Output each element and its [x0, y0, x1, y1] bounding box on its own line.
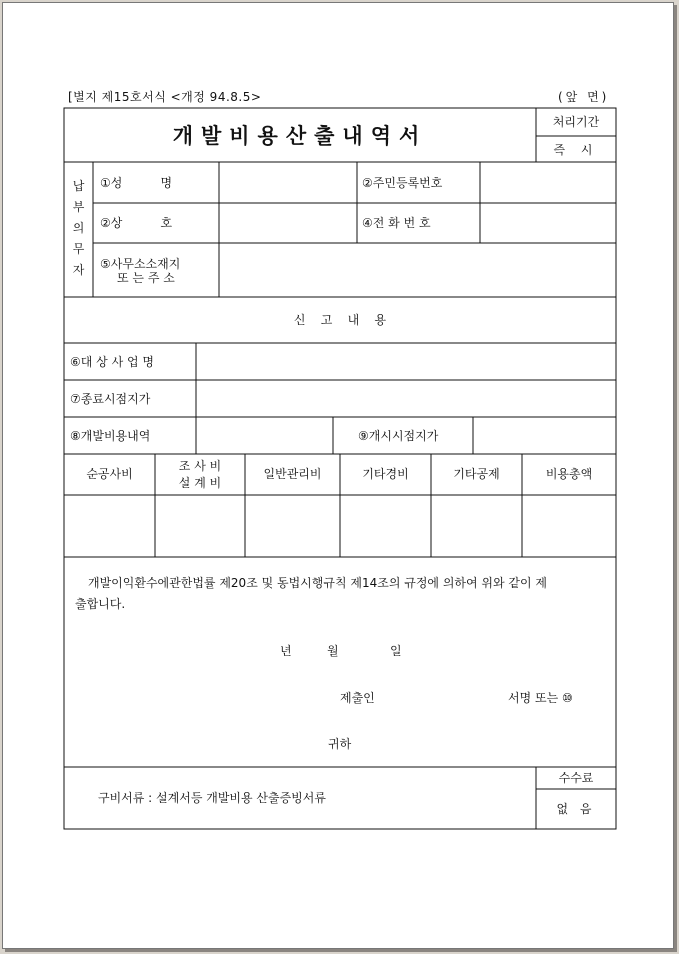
processing-period-value: 즉 시: [553, 143, 599, 157]
address-label-line1: ⑤사무소소재지: [100, 257, 181, 271]
company-name-label: ②상 호: [100, 216, 173, 230]
required-documents: 구비서류 : 설계서등 개발비용 산출증빙서류: [98, 791, 326, 805]
date-day: 일: [390, 644, 402, 658]
cost-header-other-deduction: 기타공제: [453, 467, 500, 481]
name-label: ①성 명: [100, 176, 173, 190]
address-label-line2: 또 는 주 소: [117, 271, 175, 285]
end-land-price-label: ⑦종료시점지가: [70, 392, 151, 406]
addressee-label: 귀하: [328, 737, 352, 751]
form-title: 개발비용산출내역서: [172, 123, 428, 148]
payer-group-label: 납 부 의 무 자: [72, 179, 85, 277]
signature-label: 서명 또는 ⑩: [508, 691, 573, 705]
submitter-label: 제출인: [340, 691, 375, 705]
cost-header-survey: 조 사 비: [178, 459, 222, 473]
phone-label: ④전 화 번 호: [362, 216, 431, 230]
cost-header-total: 비용총액: [545, 467, 593, 481]
cost-header-construction: 순공사비: [86, 467, 133, 481]
fee-label: 수수료: [558, 771, 594, 785]
dev-cost-label: ⑧개발비용내역: [70, 429, 151, 443]
processing-period-label: 처리기간: [552, 115, 600, 129]
cost-header-admin: 일반관리비: [263, 467, 322, 481]
cost-header-design: 설 계 비: [178, 476, 222, 490]
project-name-label: ⑥대 상 사 업 명: [70, 355, 154, 369]
cost-header-other-expense: 기타경비: [362, 467, 409, 481]
report-section-label: 신 고 내 용: [293, 313, 387, 327]
declaration-line1: 개발이익환수에관한법률 제20조 및 동법시행규칙 제14조의 규정에 의하여 위와 같이 제: [88, 576, 548, 590]
start-land-price-label: ⑨개시시점지가: [358, 429, 439, 443]
date-month: 월: [327, 644, 339, 658]
fee-value: 없 음: [556, 802, 596, 816]
declaration-line2: 출합니다.: [75, 597, 126, 611]
date-year: 년: [280, 644, 292, 658]
resident-number-label: ②주민등록번호: [362, 176, 443, 190]
page-side-label: (앞 면): [558, 90, 610, 104]
form-reference: [별지 제15호서식 <개정 94.8.5>: [68, 90, 262, 104]
